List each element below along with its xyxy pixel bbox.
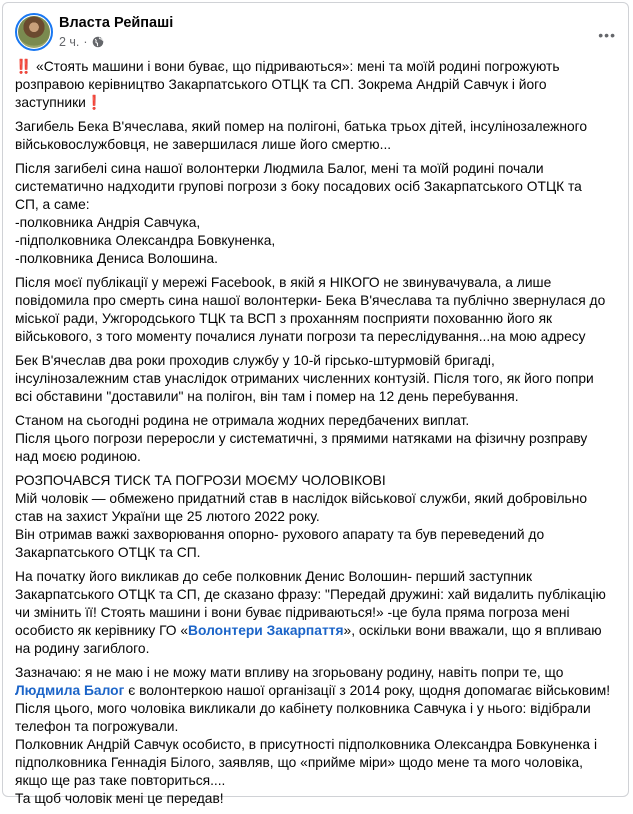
post-time[interactable]: 2 ч. [59,35,80,49]
text-line [15,604,615,622]
text-line [15,490,615,508]
text-segment: всі обставини "доставили" на полігон, він там і помер на 12 день перебування. [15,389,519,404]
text-line [15,472,615,490]
text-line [15,664,615,682]
globe-icon [92,36,104,48]
text-segment: чи змінить її! Стоять машини і вони буває підриваються!» -це була пряма погроза мені [15,605,570,620]
text-segment: -підполковника Олександра Бовкуненка, [15,233,276,248]
more-options-icon[interactable]: ••• [598,27,616,43]
text-segment: -полковника Дениса Волошина. [15,251,218,266]
text-segment: Мій чоловік — обмежено придатний став в наслідок військової служби, який добровільно [15,491,588,506]
text-line [15,568,615,586]
text-segment: Загибель Бека В'ячеслава, який помер на полігоні, батька трьох дітей, інсулінозалежного [15,119,588,134]
text-line [15,790,615,808]
text-line [15,754,615,772]
text-line [15,508,615,526]
post-paragraph [15,472,615,562]
meta-separator: · [83,35,88,49]
text-line [15,232,615,250]
text-segment: особисто як керівнику ГО « [15,623,189,638]
exclamation-emoji-icon: ❗ [85,95,103,110]
text-line [15,412,615,430]
text-segment: Бек В'ячеслав два роки проходив службу у 10-й гірсько-штурмовій бригаді, [15,353,495,368]
text-segment: Після загибелі сина нашої волонтерки Людмила Балог, мені та моїй родині почали [15,161,544,176]
text-segment: повідомила про смерть сина нашої волонтерки- Бека В'ячеслава та публічно звернулася до [15,293,606,308]
text-segment: Закарпатського ОТЦК та СП, де сказано фразу: "Передай дружині: хай видалить публікацію [15,587,606,602]
text-line [15,328,615,346]
text-line [15,250,615,268]
text-line [15,274,615,292]
text-segment: на родину загиблого. [15,641,150,656]
text-segment: Полковник Андрій Савчук особисто, в присутності підполковника Олександра Бовкуненка і [15,737,598,752]
text-line [15,640,615,658]
mention-link[interactable]: Людмила Балог [15,683,125,698]
text-segment: якщо ще раз таке повториться.... [15,773,226,788]
text-segment: Після моєї публікації у мережі Facebook, в якій я НІКОГО не звинувачувала, а лише [15,275,552,290]
post-card [2,2,629,806]
text-line [15,586,615,604]
text-line [15,136,615,154]
avatar-image [18,16,50,48]
text-line [15,448,615,466]
post-paragraph [15,352,615,406]
text-line [15,544,615,562]
text-segment: військовослужбовця, не завершилася лише його смертю... [15,137,392,152]
author-avatar[interactable] [15,13,53,51]
text-line [15,292,615,310]
text-line [15,76,615,94]
text-segment: інсулінозалежним став унаслідок отриманих численних контузій. Після того, як його попри [15,371,594,386]
text-line [15,718,615,736]
text-segment: військового, з того моменту почалися лунати погрози та переслідування...на мою адресу [15,329,586,344]
post-paragraph [15,118,615,154]
text-line [15,370,615,388]
text-segment: -полковника Андрія Савчука, [15,215,201,230]
text-segment: є волонтеркою нашої організації з 2014 року, щодня допомагає військовим! [124,683,611,698]
text-line [15,310,615,328]
text-segment: СП, а саме: [15,197,90,212]
text-line [15,196,615,214]
text-line [15,388,615,406]
mention-link[interactable]: Волонтери Закарпаття [188,623,344,638]
text-line [15,160,615,178]
text-segment: Станом на сьогодні родина не отримала жодних передбачених виплат. [15,413,470,428]
post-paragraph [15,160,615,268]
text-segment: Після цього, мого чоловіка викликали до кабінету полковника Савчука і у нього: відібрали [15,701,591,716]
text-line [15,118,615,136]
text-line [15,214,615,232]
post-paragraph [15,58,615,112]
text-segment: Він отримав важкі захворювання опорно- рухового апарату та був переведений до [15,527,545,542]
text-segment: підполковника Геннадія Білого, заявляв, що «прийме міри» щодо мене та мого чоловіка, [15,755,583,770]
text-line [15,622,615,640]
text-segment: Закарпатського ОТЦК та СП. [15,545,201,560]
text-segment: «Стоять машини і вони буває, що підриваються»: мені та моїй родині погрожують [32,59,560,74]
text-segment: заступники [15,95,86,110]
text-line [15,94,615,112]
post-text [15,58,615,814]
text-segment: Після цього погрози переросли у систематичні, з прямими натяками на фізичну розправу [15,431,588,446]
author-name[interactable]: Власта Рейпаші [59,15,174,31]
text-line [15,700,615,718]
exclamation-emoji-icon: ‼️ [15,59,33,74]
text-segment: став на захист України ще 25 лютого 2022 року. [15,509,320,524]
text-segment: », оскільки вони вважали, що я впливаю [343,623,602,638]
text-segment: над моєю родиною. [15,449,141,464]
text-line [15,352,615,370]
text-segment: телефон та погрожували. [15,719,179,734]
text-segment: Та щоб чоловік мені це передав! [15,791,224,806]
text-line [15,736,615,754]
text-segment: РОЗПОЧАВСЯ ТИСК ТА ПОГРОЗИ МОЄМУ ЧОЛОВІКОВІ [15,473,386,488]
post-paragraph [15,274,615,346]
text-segment: систематично надходити групові погрози з боку посадових осіб Закарпатського ОТЦК та [15,179,582,194]
text-segment: розправою керівництво Закарпатського ОТЦК та СП. Зокрема Андрій Савчук і його [15,77,547,92]
text-line [15,430,615,448]
post-meta [59,35,104,49]
text-line [15,58,615,76]
post-paragraph [15,412,615,466]
post-paragraph [15,664,615,808]
text-segment: міської ради, Ужгородського ТЦК та ВСП з проханням посприяти похованню його як [15,311,553,326]
text-line [15,682,615,700]
text-line [15,772,615,790]
text-line [15,178,615,196]
post-paragraph [15,568,615,658]
text-segment: На початку його викликав до себе полковник Денис Волошин- перший заступник [15,569,532,584]
text-segment: Зазначаю: я не маю і не можу мати впливу на згорьовану родину, навіть попри те, що [15,665,564,680]
text-line [15,526,615,544]
